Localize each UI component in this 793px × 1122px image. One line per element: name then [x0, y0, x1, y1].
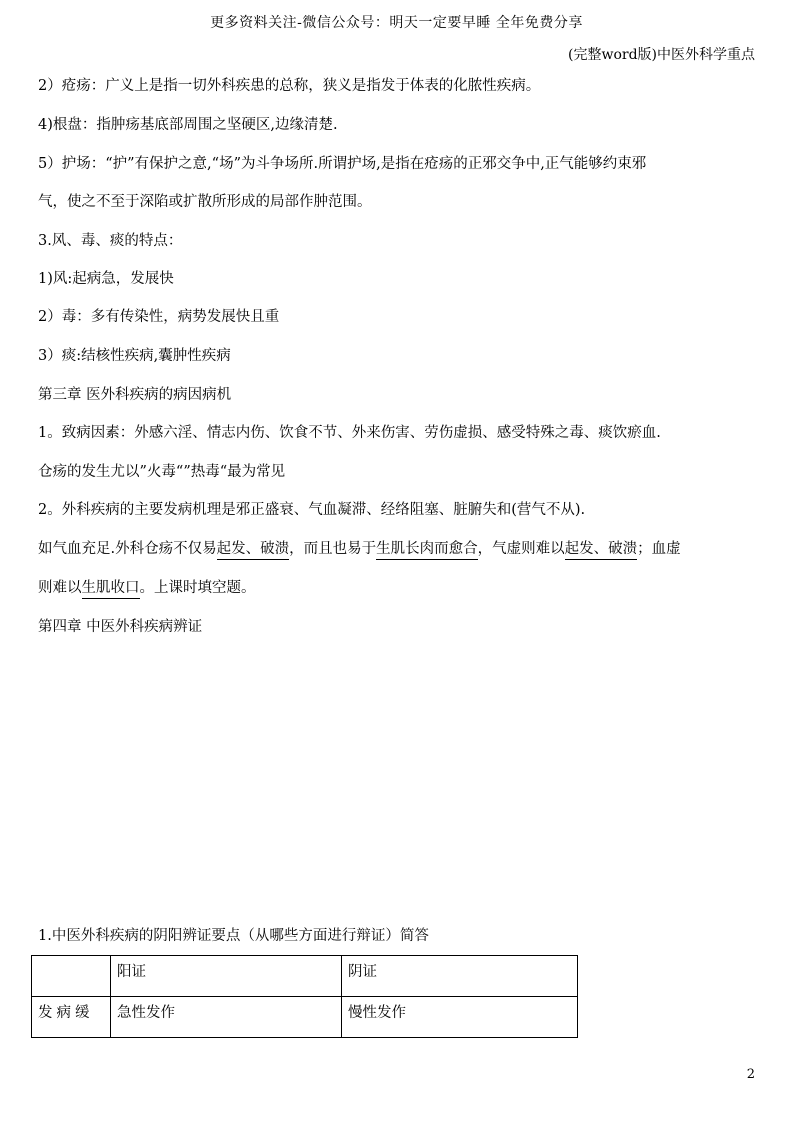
text-line: 2）疮疡：广义上是指一切外科疾患的总称，狭义是指发于体表的化脓性疾病。 [38, 78, 541, 94]
text-line: 4)根盘：指肿疡基底部周围之坚硬区,边缘清楚. [38, 117, 338, 133]
text-span: ，而且也易于 [289, 541, 377, 557]
chapter-heading: 第三章 医外科疾病的病因病机 [38, 387, 232, 403]
text-line: 1)风:起病急，发展快 [38, 271, 174, 287]
text-span: 。上课时填空题。 [139, 580, 256, 596]
top-banner: 更多资料关注-微信公众号：明天一定要早睡 全年免费分享 [210, 15, 583, 31]
yin-yang-table [31, 955, 578, 1038]
table-cell: 发病缓 [32, 997, 111, 1038]
document-title: (完整word版)中医外科学重点 [568, 47, 755, 63]
underlined-blank: 起发、破溃 [217, 541, 290, 560]
text-line: 气，使之不至于深陷或扩散所形成的局部作肿范围。 [38, 194, 372, 210]
text-line: 2。外科疾病的主要发病机理是邪正盛衰、气血凝滞、经络阻塞、脏腑失和(营气不从). [38, 502, 586, 518]
text-line: 3）痰:结核性疾病,囊肿性疾病 [38, 348, 231, 364]
text-line [38, 537, 681, 558]
chapter-heading: 第四章 中医外科疾病辨证 [38, 619, 203, 635]
text-line: 1。致病因素：外感六淫、情志内伤、饮食不节、外来伤害、劳伤虚损、感受特殊之毒、痰饮瘀血. [38, 425, 661, 441]
table-header-cell: 阴证 [342, 956, 578, 997]
table-cell: 慢性发作 [342, 997, 578, 1038]
table-cell: 急性发作 [111, 997, 342, 1038]
table-header-cell [32, 956, 111, 997]
underlined-blank: 生肌长肉而愈合 [376, 541, 478, 560]
text-line: 2）毒：多有传染性，病势发展快且重 [38, 309, 280, 325]
text-line: 5）护场：“护”有保护之意,“场”为斗争场所.所谓护场,是指在疮疡的正邪交争中,正气能够约束邪 [38, 156, 647, 172]
page-number: 2 [746, 1067, 755, 1082]
table-caption: 1.中医外科疾病的阴阳辨证要点（从哪些方面进行辩证）简答 [38, 928, 429, 944]
underlined-blank: 生肌收口 [82, 580, 140, 599]
text-line: 仓疡的发生尤以”火毒“”热毒“最为常见 [38, 464, 286, 480]
text-span: ，气虚则难以 [477, 541, 565, 557]
section-heading: 3.风、毒、痰的特点： [38, 233, 183, 249]
underlined-blank: 起发、破溃 [565, 541, 638, 560]
text-span: 则难以 [38, 580, 82, 596]
table-row [32, 997, 578, 1038]
table-header-row [32, 956, 578, 997]
text-span: 如气血充足.外科仓疡不仅易 [38, 541, 217, 557]
text-span: ；血虚 [637, 541, 681, 557]
table-header-cell: 阳证 [111, 956, 342, 997]
text-line [38, 576, 256, 597]
